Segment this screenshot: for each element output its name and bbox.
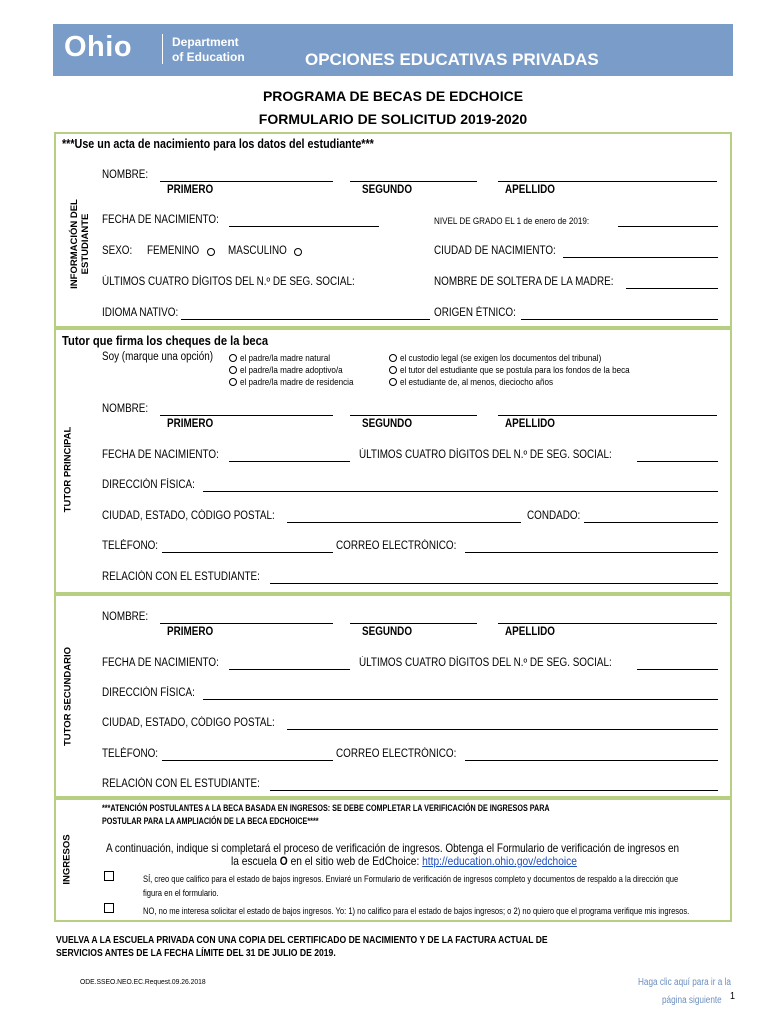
primary-relation-field[interactable]	[270, 583, 718, 584]
secondary-phone-label: TELÉFONO:	[102, 748, 159, 760]
ethnic-origin-field[interactable]	[521, 319, 718, 320]
return-instruction-line-1: VUELVA A LA ESCUELA PRIVADA CON UNA COPIA DEL CERTIFICADO DE NACIMIENTO Y DE LA FACTURA ACTUAL DE	[56, 935, 548, 946]
secondary-ssn-label: ÚLTIMOS CUATRO DÍGITOS DEL N.º DE SEG. SOCIAL:	[359, 657, 612, 669]
secondary-name-label: NOMBRE:	[102, 611, 149, 623]
banner-title: OPCIONES EDUCATIVAS PRIVADAS	[305, 50, 599, 69]
no-low-income-text: NO, no me interesa solicitar el estado de bajos ingresos. Yo: 1) no califico para el estado de bajos ingresos; o 2) no quiero que el programa verifique mis ingresos.	[143, 906, 690, 917]
primary-name-label: NOMBRE:	[102, 403, 149, 415]
primary-address-field[interactable]	[203, 491, 718, 492]
income-intro-line-2	[231, 854, 577, 868]
primary-guardian-heading: Tutor que firma los cheques de la beca	[62, 333, 269, 348]
secondary-relation-field[interactable]	[270, 790, 718, 791]
secondary-phone-field[interactable]	[162, 760, 333, 761]
primary-relation-label: RELACIÓN CON EL ESTUDIANTE:	[102, 571, 260, 583]
primary-middle-name-field[interactable]	[350, 415, 477, 416]
adoptive-parent-radio[interactable]	[229, 366, 237, 374]
student-second-caption: SEGUNDO	[362, 184, 413, 196]
yes-low-income-text-1: SÍ, creo que califico para el estado de bajos ingresos. Enviaré un Formulario de verificación de ingresos completo y documentos de respaldo a la dirección que	[143, 874, 679, 885]
student-last-name-field[interactable]	[498, 181, 717, 182]
female-label: FEMENINO	[147, 245, 200, 257]
legal-custodian-option: el custodio legal (se exigen los documentos del tribunal)	[400, 353, 602, 363]
intro-or-text: O	[279, 854, 288, 868]
mother-maiden-label: NOMBRE DE SOLTERA DE LA MADRE:	[434, 276, 614, 288]
primary-guardian-section-label: TUTOR PRINCIPAL	[62, 426, 74, 513]
form-title-1: PROGRAMA DE BECAS DE EDCHOICE	[262, 88, 524, 104]
primary-city-label: CIUDAD, ESTADO, CÓDIGO POSTAL:	[102, 510, 275, 522]
primary-second-caption: SEGUNDO	[362, 418, 413, 430]
adult-student-option: el estudiante de, al menos, dieciocho años	[400, 377, 554, 387]
secondary-last-caption: APELLIDO	[505, 626, 556, 638]
next-page-link-line-2[interactable]: página siguiente	[662, 995, 722, 1006]
dept-line-1: Department	[172, 35, 239, 49]
yes-low-income-checkbox[interactable]	[104, 871, 114, 881]
male-label: MASCULINO	[228, 245, 287, 257]
secondary-address-field[interactable]	[203, 699, 718, 700]
student-dob-field[interactable]	[229, 226, 379, 227]
primary-dob-field[interactable]	[229, 461, 350, 462]
income-attention-line-2: POSTULAR PARA LA AMPLIACIÓN DE LA BECA EDCHOICE****	[102, 816, 319, 826]
primary-ssn-label: ÚLTIMOS CUATRO DÍGITOS DEL N.º DE SEG. SOCIAL:	[359, 449, 612, 461]
student-ssn-label: ÚLTIMOS CUATRO DÍGITOS DEL N.º DE SEG. SOCIAL:	[102, 276, 355, 288]
secondary-dob-field[interactable]	[229, 669, 350, 670]
secondary-dob-label: FECHA DE NACIMIENTO:	[102, 657, 219, 669]
primary-county-field[interactable]	[584, 522, 718, 523]
student-section	[54, 132, 732, 328]
department-logo-text	[172, 35, 245, 65]
student-tutor-option: el tutor del estudiante que se postula para los fondos de la beca	[400, 365, 630, 375]
primary-email-field[interactable]	[465, 552, 718, 553]
student-label-line-1: INFORMACIÓN DEL	[69, 199, 80, 289]
secondary-first-name-field[interactable]	[160, 623, 333, 624]
secondary-guardian-section-label: TUTOR SECUNDARIO	[62, 646, 74, 747]
student-dob-label: FECHA DE NACIMIENTO:	[102, 214, 219, 226]
primary-email-label: CORREO ELECTRÓNICO:	[336, 540, 457, 552]
secondary-city-field[interactable]	[287, 729, 718, 730]
form-title-2: FORMULARIO DE SOLICITUD 2019-2020	[258, 111, 528, 127]
primary-first-caption: PRIMERO	[167, 418, 214, 430]
return-instruction-line-2: SERVICIOS ANTES DE LA FECHA LÍMITE DEL 31 DE JULIO DE 2019.	[56, 948, 336, 959]
primary-county-label: CONDADO:	[527, 510, 581, 522]
student-first-name-field[interactable]	[160, 181, 333, 182]
no-low-income-checkbox[interactable]	[104, 903, 114, 913]
primary-phone-label: TELÉFONO:	[102, 540, 159, 552]
income-section-label: INGRESOS	[61, 834, 73, 885]
dept-line-2: of Education	[172, 50, 245, 64]
yes-low-income-text-2: figura en el formulario.	[143, 888, 219, 899]
student-first-caption: PRIMERO	[167, 184, 214, 196]
edchoice-link[interactable]: http://education.ohio.gov/edchoice	[422, 854, 577, 868]
income-intro-line-1: A continuación, indique si completará el proceso de verificación de ingresos. Obtenga el Formulario de verificación de ingresos en	[106, 841, 680, 855]
primary-phone-field[interactable]	[162, 552, 333, 553]
income-attention-line-1: ***ATENCIÓN POSTULANTES A LA BECA BASADA EN INGRESOS: SE DEBE COMPLETAR LA VERIFICACIÓN DE INGRESOS PARA	[102, 803, 550, 813]
mother-maiden-field[interactable]	[626, 288, 718, 289]
student-last-caption: APELLIDO	[505, 184, 556, 196]
student-middle-name-field[interactable]	[350, 181, 477, 182]
secondary-relation-label: RELACIÓN CON EL ESTUDIANTE:	[102, 778, 260, 790]
sex-label: SEXO:	[102, 245, 133, 257]
secondary-middle-name-field[interactable]	[350, 623, 477, 624]
secondary-first-caption: PRIMERO	[167, 626, 214, 638]
primary-first-name-field[interactable]	[160, 415, 333, 416]
secondary-second-caption: SEGUNDO	[362, 626, 413, 638]
adoptive-parent-option: el padre/la madre adoptivo/a	[240, 365, 343, 375]
secondary-city-label: CIUDAD, ESTADO, CÓDIGO POSTAL:	[102, 717, 275, 729]
ohio-logo: Ohio	[64, 31, 133, 63]
secondary-address-label: DIRECCIÓN FÍSICA:	[102, 687, 195, 699]
natural-parent-option: el padre/la madre natural	[240, 353, 331, 363]
logo-divider	[162, 34, 163, 64]
grade-level-field[interactable]	[618, 226, 718, 227]
residential-parent-radio[interactable]	[229, 378, 237, 386]
secondary-email-field[interactable]	[465, 760, 718, 761]
form-code: ODE.SSEO.NEO.EC.Request.09.26.2018	[80, 977, 206, 986]
natural-parent-radio[interactable]	[229, 354, 237, 362]
grade-level-label: NIVEL DE GRADO EL 1 de enero de 2019:	[434, 216, 590, 226]
native-language-label: IDIOMA NATIVO:	[102, 307, 179, 319]
birth-certificate-instruction: ***Use un acta de nacimiento para los datos del estudiante***	[62, 137, 374, 151]
secondary-ssn-field[interactable]	[637, 669, 718, 670]
student-name-label: NOMBRE:	[102, 169, 149, 181]
male-radio[interactable]	[294, 248, 302, 256]
intro-website-text: en el sitio web de EdChoice:	[290, 854, 420, 868]
primary-city-field[interactable]	[287, 522, 521, 523]
primary-last-caption: APELLIDO	[505, 418, 556, 430]
relationship-choice-label: Soy (marque una opción)	[102, 351, 214, 363]
female-radio[interactable]	[207, 248, 215, 256]
birth-city-field[interactable]	[563, 257, 718, 258]
primary-dob-label: FECHA DE NACIMIENTO:	[102, 449, 219, 461]
student-section-label	[69, 189, 91, 299]
secondary-email-label: CORREO ELECTRÓNICO:	[336, 748, 457, 760]
page-number: 1	[730, 991, 736, 1002]
ethnic-origin-label: ORIGEN ÉTNICO:	[434, 307, 516, 319]
residential-parent-option: el padre/la madre de residencia	[240, 377, 354, 387]
primary-ssn-field[interactable]	[637, 461, 718, 462]
secondary-last-name-field[interactable]	[498, 623, 717, 624]
native-language-field[interactable]	[181, 319, 430, 320]
next-page-link-line-1[interactable]: Haga clic aquí para ir a la	[638, 977, 731, 988]
student-label-line-2: ESTUDIANTE	[80, 213, 91, 275]
birth-city-label: CIUDAD DE NACIMIENTO:	[434, 245, 556, 257]
adult-student-radio[interactable]	[389, 378, 397, 386]
legal-custodian-radio[interactable]	[389, 354, 397, 362]
primary-address-label: DIRECCIÓN FÍSICA:	[102, 479, 195, 491]
student-tutor-radio[interactable]	[389, 366, 397, 374]
intro-school-text: la escuela	[231, 854, 277, 868]
primary-last-name-field[interactable]	[498, 415, 717, 416]
